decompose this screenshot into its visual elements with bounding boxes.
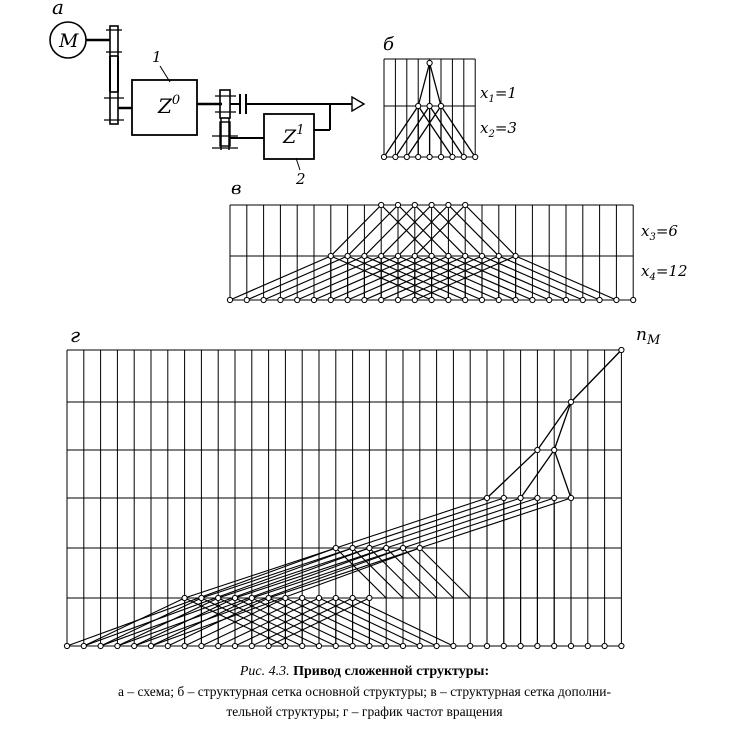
node-dot — [484, 643, 489, 648]
node-dot — [518, 643, 523, 648]
node-dot — [199, 595, 204, 600]
node-dot — [412, 253, 417, 258]
node-dot — [333, 595, 338, 600]
ray-line — [403, 498, 554, 548]
node-dot — [619, 643, 624, 648]
node-dot — [333, 643, 338, 648]
node-dot — [379, 297, 384, 302]
node-dot — [316, 595, 321, 600]
node-dot — [393, 154, 398, 159]
node-dot — [81, 643, 86, 648]
ray-line — [430, 63, 441, 106]
ray-line — [386, 548, 436, 598]
node-dot — [461, 154, 466, 159]
ray-line — [235, 548, 386, 598]
node-dot — [552, 447, 557, 452]
node-dot — [345, 253, 350, 258]
z0-label: $Z^0$ — [158, 93, 181, 118]
node-dot — [552, 643, 557, 648]
node-dot — [580, 297, 585, 302]
node-dot — [547, 297, 552, 302]
node-dot — [535, 643, 540, 648]
node-dot — [64, 643, 69, 648]
ray-line — [353, 498, 504, 548]
node-dot — [631, 297, 636, 302]
ray-line — [487, 450, 537, 498]
callout-2: 2 — [296, 170, 306, 188]
node-dot — [367, 595, 372, 600]
node-dot — [446, 297, 451, 302]
figure-title: Привод сложенной структуры: — [293, 664, 490, 679]
node-dot — [367, 545, 372, 550]
node-dot — [311, 297, 316, 302]
node-dot — [597, 297, 602, 302]
ray-line — [403, 548, 453, 598]
node-dot — [446, 202, 451, 207]
ray-line — [269, 548, 420, 598]
node-dot — [261, 297, 266, 302]
node-dot — [568, 643, 573, 648]
node-dot — [429, 253, 434, 258]
node-dot — [165, 643, 170, 648]
node-dot — [619, 347, 624, 352]
ray-line — [336, 498, 487, 548]
node-dot — [429, 297, 434, 302]
node-dot — [216, 595, 221, 600]
node-dot — [427, 154, 432, 159]
node-dot — [563, 297, 568, 302]
x2-label: $x_2=3$ — [480, 119, 517, 140]
x4-subscript: 4 — [649, 272, 656, 283]
node-dot — [568, 495, 573, 500]
node-dot — [362, 297, 367, 302]
node-dot — [450, 154, 455, 159]
node-dot — [367, 643, 372, 648]
caption-line-1 — [0, 664, 729, 680]
node-dot — [316, 643, 321, 648]
x3-subscript: 3 — [649, 232, 656, 243]
output-arrow — [352, 97, 364, 111]
node-dot — [568, 399, 573, 404]
node-dot — [404, 154, 409, 159]
ray-line — [369, 498, 520, 548]
ray-line — [420, 548, 470, 598]
node-dot — [416, 103, 421, 108]
node-dot — [496, 253, 501, 258]
structure-net-v — [227, 202, 635, 302]
node-dot — [463, 253, 468, 258]
node-dot — [148, 643, 153, 648]
node-dot — [182, 643, 187, 648]
node-dot — [283, 643, 288, 648]
ray-line — [218, 548, 369, 598]
ray-line — [252, 548, 403, 598]
node-dot — [438, 103, 443, 108]
z0-superscript: 0 — [171, 93, 181, 108]
node-dot — [530, 297, 535, 302]
node-dot — [585, 643, 590, 648]
node-dot — [463, 297, 468, 302]
node-dot — [427, 103, 432, 108]
figure-number: Рис. 4.3. — [239, 664, 290, 679]
nm-label: $n_M$ — [636, 325, 661, 348]
node-dot — [115, 643, 120, 648]
ray-line — [201, 548, 352, 598]
node-dot — [395, 253, 400, 258]
node-dot — [473, 154, 478, 159]
ray-line — [420, 498, 571, 548]
x1-subscript: 1 — [488, 94, 495, 105]
speed-graph-g — [64, 347, 624, 648]
node-dot — [98, 643, 103, 648]
caption-line-2: а – схема; б – структурная сетка основной структуры; в – структурная сетка дополни- — [118, 684, 611, 699]
node-dot — [434, 643, 439, 648]
node-dot — [614, 297, 619, 302]
node-dot — [395, 202, 400, 207]
ray-line — [418, 63, 429, 106]
ray-line — [386, 498, 537, 548]
node-dot — [412, 202, 417, 207]
node-dot — [496, 297, 501, 302]
node-dot — [484, 495, 489, 500]
node-dot — [417, 643, 422, 648]
node-dot — [266, 595, 271, 600]
node-dot — [395, 297, 400, 302]
panel-label-b: б — [383, 34, 394, 55]
nm-subscript: M — [646, 333, 661, 348]
node-dot — [350, 545, 355, 550]
x2-subscript: 2 — [488, 129, 495, 140]
node-dot — [350, 643, 355, 648]
ray-line — [185, 548, 336, 598]
x4-label: $x_4=12$ — [641, 262, 688, 283]
node-dot — [199, 643, 204, 648]
node-dot — [468, 643, 473, 648]
lower-pulley — [110, 92, 118, 124]
node-dot — [384, 545, 389, 550]
node-dot — [463, 202, 468, 207]
node-dot — [416, 154, 421, 159]
callout-1: 1 — [152, 48, 162, 66]
z1-superscript: 1 — [296, 123, 305, 138]
z1-label: $Z^1$ — [283, 123, 305, 148]
node-dot — [350, 595, 355, 600]
node-dot — [249, 595, 254, 600]
node-dot — [328, 253, 333, 258]
node-dot — [417, 545, 422, 550]
node-dot — [451, 643, 456, 648]
structure-net-b — [381, 59, 477, 160]
node-dot — [513, 297, 518, 302]
node-dot — [345, 297, 350, 302]
node-dot — [518, 495, 523, 500]
node-dot — [438, 154, 443, 159]
node-dot — [244, 297, 249, 302]
ray-line — [369, 548, 419, 598]
node-dot — [300, 643, 305, 648]
node-dot — [300, 595, 305, 600]
node-dot — [479, 253, 484, 258]
node-dot — [552, 495, 557, 500]
node-dot — [412, 297, 417, 302]
node-dot — [278, 297, 283, 302]
node-dot — [333, 545, 338, 550]
node-dot — [182, 595, 187, 600]
node-dot — [446, 253, 451, 258]
node-dot — [384, 643, 389, 648]
node-dot — [381, 154, 386, 159]
panel-label-g: г — [70, 323, 81, 347]
motor-label: M — [59, 30, 79, 52]
node-dot — [429, 202, 434, 207]
node-dot — [501, 495, 506, 500]
node-dot — [227, 297, 232, 302]
panel-label-v: в — [231, 178, 242, 199]
node-dot — [400, 545, 405, 550]
node-dot — [283, 595, 288, 600]
node-dot — [427, 60, 432, 65]
node-dot — [501, 643, 506, 648]
ray-line — [554, 450, 571, 498]
node-dot — [232, 643, 237, 648]
node-dot — [266, 643, 271, 648]
node-dot — [400, 643, 405, 648]
node-dot — [379, 253, 384, 258]
ray-line — [571, 350, 621, 402]
node-dot — [232, 595, 237, 600]
node-dot — [249, 643, 254, 648]
panel-label-a: а — [52, 0, 64, 19]
node-dot — [216, 643, 221, 648]
node-dot — [295, 297, 300, 302]
node-dot — [379, 202, 384, 207]
x1-label: $x_1=1$ — [480, 84, 517, 105]
node-dot — [602, 643, 607, 648]
x3-label: $x_3=6$ — [641, 222, 678, 243]
node-dot — [479, 297, 484, 302]
scheme-panel-a — [50, 22, 364, 170]
node-dot — [513, 253, 518, 258]
ray-line — [554, 402, 571, 450]
node-dot — [535, 495, 540, 500]
node-dot — [362, 253, 367, 258]
node-dot — [132, 643, 137, 648]
node-dot — [535, 447, 540, 452]
caption-line-3: тельной структуры; г – график частот вращения — [226, 704, 503, 719]
node-dot — [328, 297, 333, 302]
